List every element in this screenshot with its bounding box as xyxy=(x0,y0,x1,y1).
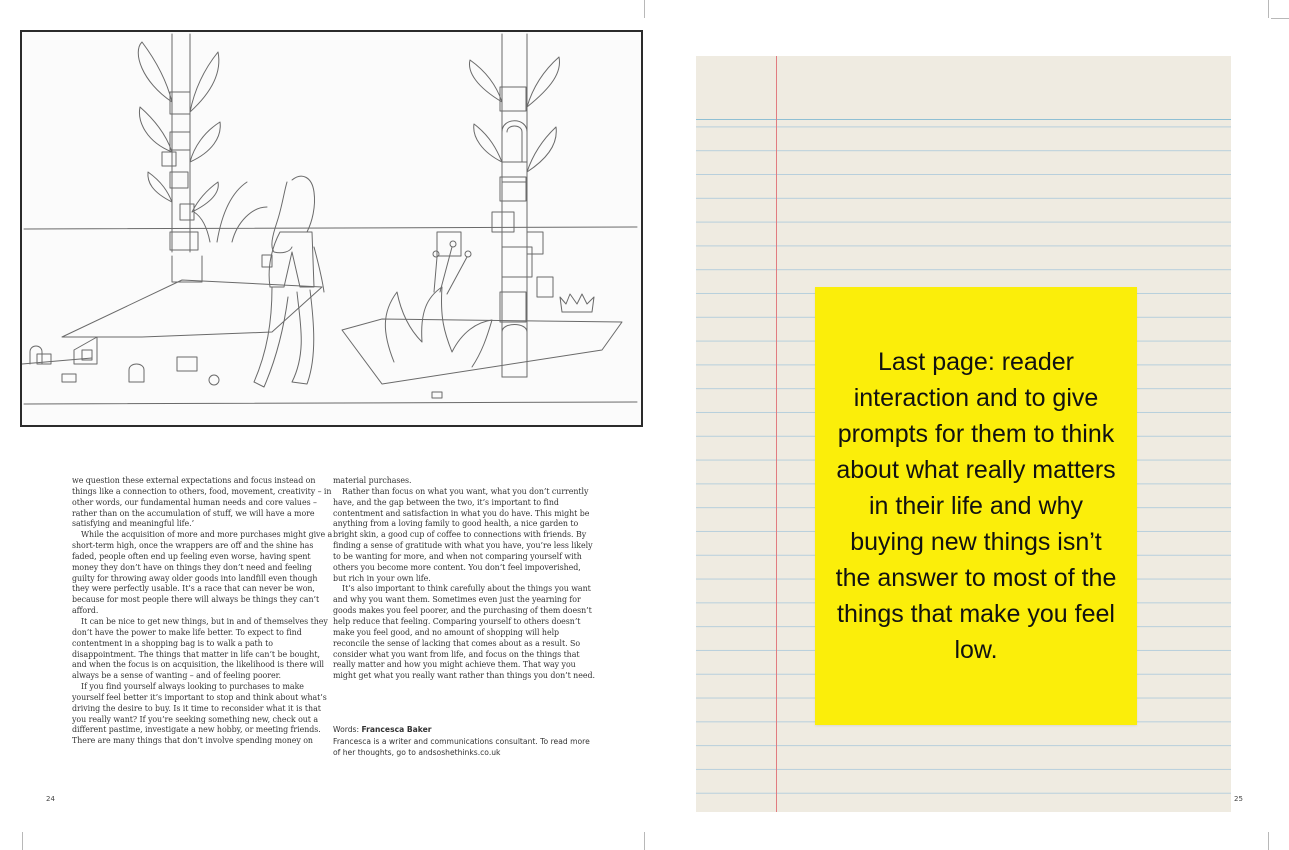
sketch-illustration xyxy=(20,30,643,427)
crop-mark xyxy=(1268,0,1269,18)
author-credit xyxy=(333,724,598,759)
sketch-drawing-icon xyxy=(22,32,641,425)
paragraph: It’s also important to think carefully about the things you want and why you want them. Sometimes even just the yearning for goods makes you feel poorer, and the purchasing of them doesn’t help reduce that feeling. Comparing yourself to others doesn’t make you feel good, and no amount of shopping will help reconcile the sense of lacking that comes about as a result. So consider what you want from life, and focus on the things that really matter and how you might achieve them. That way you might get what you really want rather than things you don’t need. xyxy=(333,584,595,681)
crop-mark xyxy=(22,832,23,850)
crop-mark xyxy=(1271,18,1289,19)
page-number-right: 25 xyxy=(1234,795,1243,803)
credit-bio: Francesca is a writer and communications consultant. To read more of her thoughts, go to andsoshethinks.co.uk xyxy=(333,736,590,757)
paragraph: While the acquisition of more and more purchases might give a short-term high, once the wrappers are off and the shine has faded, people often end up feeling even worse, having spent money they don’t have on things they don’t need and feeling guilty for throwing away older goods into landfill even though they were perfectly usable. It’s a race that can never be won, because for most people there will always be things they can’t afford. xyxy=(72,530,333,616)
credit-name: Francesca Baker xyxy=(361,725,432,734)
page-number-left: 24 xyxy=(46,795,55,803)
paragraph: Rather than focus on what you want, what you don’t currently have, and the gap between the two, it’s important to find contentment and satisfaction in what you do have. This might be anything from a loving family to good health, a nice garden to bright skin, a good cup of coffee to connections with friends. By finding a sense of gratitude with what you have, you’re less likely to be wanting for more, and when not comparing yourself with others you become more content. You don’t feel impoverished, but rich in your own life. xyxy=(333,486,593,583)
margin-line xyxy=(776,56,777,812)
article-column-right xyxy=(333,476,595,682)
paragraph: It can be nice to get new things, but in and of themselves they don’t have the power to make life better. To expect to find contentment in a shopping bag is to walk a path to disappointment. The things that matter in life can’t be bought, and when the focus is on acquisition, the likelihood is there will always be a sense of wanting – and of feeling poorer. xyxy=(72,616,328,681)
paragraph: material purchases. xyxy=(333,476,412,485)
paragraph: we question these external expectations and focus instead on things like a connection to others, food, movement, creativity – in other words, our fundamental human needs and core values – rather than on the accumulation of stuff, we will have a more satisfying and meaningful life.’ xyxy=(72,476,332,529)
crop-mark xyxy=(644,832,645,850)
article-column-left xyxy=(72,476,334,747)
sticky-note-text: Last page: reader interaction and to give prompts for them to think about what really matters in their life and why buying new things isn’t the answer to most of the things that make you feel low. xyxy=(835,348,1117,664)
crop-mark xyxy=(644,0,645,18)
credit-label: Words: xyxy=(333,725,362,734)
crop-mark xyxy=(1268,832,1269,850)
paragraph: If you find yourself always looking to purchases to make yourself feel better it’s important to stop and think about what’s driving the desire to buy. Is it time to reconsider what it is that you really want? If you’re seeking something new, check out a different pastime, investigate a new hobby, or meeting friends. There are many things that don’t involve spending money on xyxy=(72,682,327,746)
sticky-note xyxy=(815,287,1137,725)
